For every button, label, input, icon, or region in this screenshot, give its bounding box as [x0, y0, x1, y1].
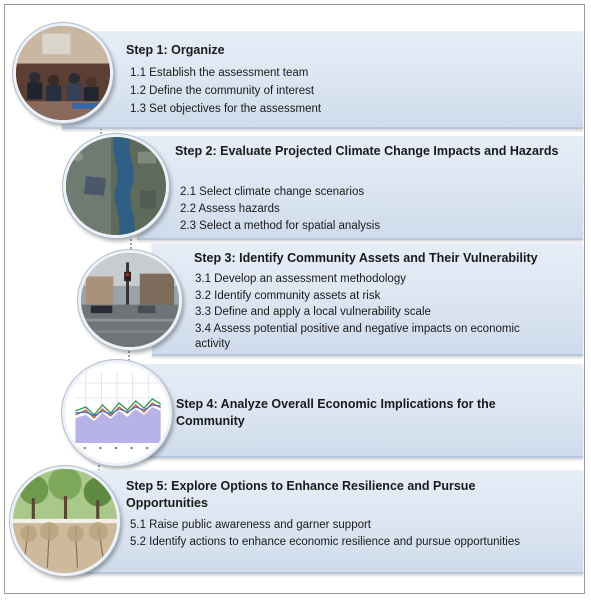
tree-lined-street-photo [10, 466, 120, 576]
step-3-item-4: 3.4 Assess potential positive and negative impacts on economic activity [195, 323, 520, 350]
step-5-item-2: 5.2 Identify actions to enhance economic resilience and pursue opportunities [130, 536, 520, 548]
step-1-item-2: 1.2 Define the community of interest [130, 85, 315, 97]
step-1-item-3: 1.3 Set objectives for the assessment [130, 103, 322, 115]
step-1-item-1: 1.1 Establish the assessment team [130, 67, 309, 79]
meeting-room-photo [13, 23, 113, 123]
step-3-title: Step 3: Identify Community Assets and Their Vulnerability [194, 251, 538, 265]
step-2-item-3: 2.3 Select a method for spatial analysis [180, 220, 381, 232]
step-3-item-3: 3.3 Define and apply a local vulnerability scale [195, 306, 431, 318]
step-1-title: Step 1: Organize [126, 43, 225, 57]
step-3-item-1: 3.1 Develop an assessment methodology [195, 273, 406, 285]
flooded-street-photo [78, 250, 182, 350]
step-5-item-1: 5.1 Raise public awareness and garner support [130, 519, 372, 531]
step-2-title: Step 2: Evaluate Projected Climate Change Impacts and Hazards [175, 144, 559, 158]
economic-chart-graphic [62, 360, 172, 466]
step-4-title: Step 4: Analyze Overall Economic Implications for the Community [176, 397, 496, 428]
step-5-title: Step 5: Explore Options to Enhance Resilience and Pursue Opportunities [126, 479, 476, 510]
step-2-item-2: 2.2 Assess hazards [180, 203, 280, 215]
step-3-item-2: 3.2 Identify community assets at risk [195, 290, 381, 302]
step-2-item-1: 2.1 Select climate change scenarios [180, 186, 365, 198]
aerial-map-photo [63, 134, 169, 238]
